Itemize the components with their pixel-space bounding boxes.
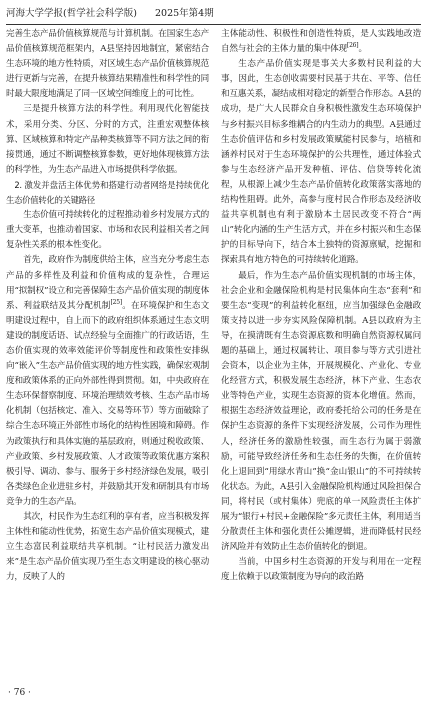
left-column <box>6 27 209 677</box>
page-number: · 76 · <box>8 688 31 698</box>
paragraph: 当前，中国乡村生态资源的开发与利用在一定程度上依赖于以政策制度为导向的政治路 <box>221 557 421 583</box>
text: 。在环境保护和生态文明建设过程中，自上而下的政府组织体系通过生态文明建设的制度话语、试点经验与全面推广的行政话语，生态价值实现的效率效能评价等制度性和政策性安排纵向“嵌入”生态产品价值实现的地方性实践，确保宏观制度和政策体系的正向外部性得到贯彻。如，中央政府在生态环保督察制度、环境治理绩效考核、生态产品市场化机制（包括核定、准入、交易等环节）等方面破除了综合生态环境正外部性市场化的结构性困境和障碍。作为政策执行和具体实施的基层政府，则通过税收政策、产业政策、乡村发展政策、人才政策等政策优惠方案积极引导、调动、参与、服务于乡村经济绿色发展，吸引各类绿色企业进驻乡村，并鼓励其开发和研制具有市场竞争力的生态产品。 <box>6 300 209 507</box>
section-heading: 2. 激发并盘活主体优势和搭建行动者网络是持续优化生态价值转化的关键路径 <box>6 179 209 206</box>
citation: [25] <box>110 298 122 306</box>
text: 主体能动性、积极性和创造性特质，是人实践地改造自然与社会的主体力量的集中体现 <box>221 29 421 55</box>
paragraph: 完善生态产品价值核算规范与计算机制。在国家生态产品价值核算规范框架内，A县坚持因地制宜，紧密结合生态环境的地方性特质，对区域生态产品价值核算规范进行更新与完善，在提升核算结果精准性和科学性的同时最大限度地满足了同一区域空间维度上的可比性。 <box>6 29 209 100</box>
paragraph: 最后，作为生态产品价值实现机制的市场主体，社会企业和金融保险机构是村民集体向生态“套利”和要生态“变现”的利益转化枢纽，应当加强绿色金融政策支持以进一步夯实风险保障机制。A县以政府为主导，在摸清既有生态资源底数和明确自然资源权属问题的基础上，通过权属转让、项目参与等方式引进社会资本，以企业为主体，开展规模化、产业化、专业化经营方式，积极发展生态经济，林下产业、生态农业等特色产业，实现生态资源的资本化增值。然而，根据生态经济效益理论，政府委托给公司的任务是在保护生态资源的条件下实现经济发展，公司作为理性人，经济任务的激励性较强，而生态行为属于弱激励，可能导致经济任务和生态任务的失衡，在价值转化上退回到“用绿水青山”换“金山银山”的不可持续转化状态。为此，A县引入金融保险机构通过风险担保合同，将村民（或村集体）兜底的单一风险责任主体扩展为“银行+村民+金融保险”多元责任主体，利用适当分散责任主体和强化责任公摊逻辑，进而降低村民经济风险并有效防止生态价值转化的倒退。 <box>221 270 421 553</box>
text: 。 <box>358 44 367 55</box>
citation: [26] <box>346 42 359 50</box>
header-rule <box>6 24 421 25</box>
paragraph: 其次，村民作为生态红利的享有者，应当积极发挥主体性和能动性优势，拓宽生态产品价值实现模式，建立生态富民利益联结共享机制。“让村民活力激发出来”是生态产品价值实现乃至生态文明建设的核心驱动力，反映了人的 <box>6 512 209 583</box>
paragraph <box>221 27 421 57</box>
running-header <box>6 5 421 22</box>
right-column <box>221 27 421 707</box>
paragraph: 三是提升核算方法的科学性。利用现代化智能技术，采用分类、分区、分时的方式，注重宏观整体核算、区域核算和特定产品种类核算等不同方法之间的衔接贯通，通过不断调整核算参数，更好地体现核算方法的科学性，为生态产品进入市场提供科学依据。 <box>6 104 209 175</box>
paragraph: 生态产品价值实现是事关大多数村民利益的大事，因此，生态创收需要村民基于共在、平等、信任和互惠关系，凝结成相对稳定的新型合作形态。A县的成功，是广大人民群众自身积极性激发生态环境保护与乡村振兴目标多维耦合的内生动力的典型。A县通过生态价值评估和乡村发展政策赋能村民参与，培植和涵养村民对于生态环境保护的公共理性，通过体验式参与生态经济产品开发种植、评估、信贷等转化流程，从根源上减少生态产品价值转化政策落实落地的结构性阻碍。此外，高参与度村民合作形态及经济收益共享机制也有利于激励本土居民改变不符合“两山”转化内涵的生产生活方式，并在乡村振兴和生态保护的目标导向下，结合本土独特的资源禀赋，挖掘和探索具有地方特色的可持续转化道路。 <box>221 59 421 266</box>
text: 首先，政府作为制度供给主体，应当充分考虑生态产品的多样性及利益和价值构成的复杂性，合理运用“拟制权”设立和完善保障生态产品价值实现的制度体系、利益联结及其分配机制 <box>6 255 209 311</box>
journal-name: 河海大学学报(哲学社会科学版) <box>6 8 137 19</box>
issue-label: 2025年第4期 <box>154 8 214 19</box>
paragraph: 生态价值可持续转化的过程推动着乡村发展方式的重大变革，也推动着国家、市场和农民利益相关者之间复杂性关系的根本性变化。 <box>6 210 209 251</box>
paragraph <box>6 253 209 510</box>
